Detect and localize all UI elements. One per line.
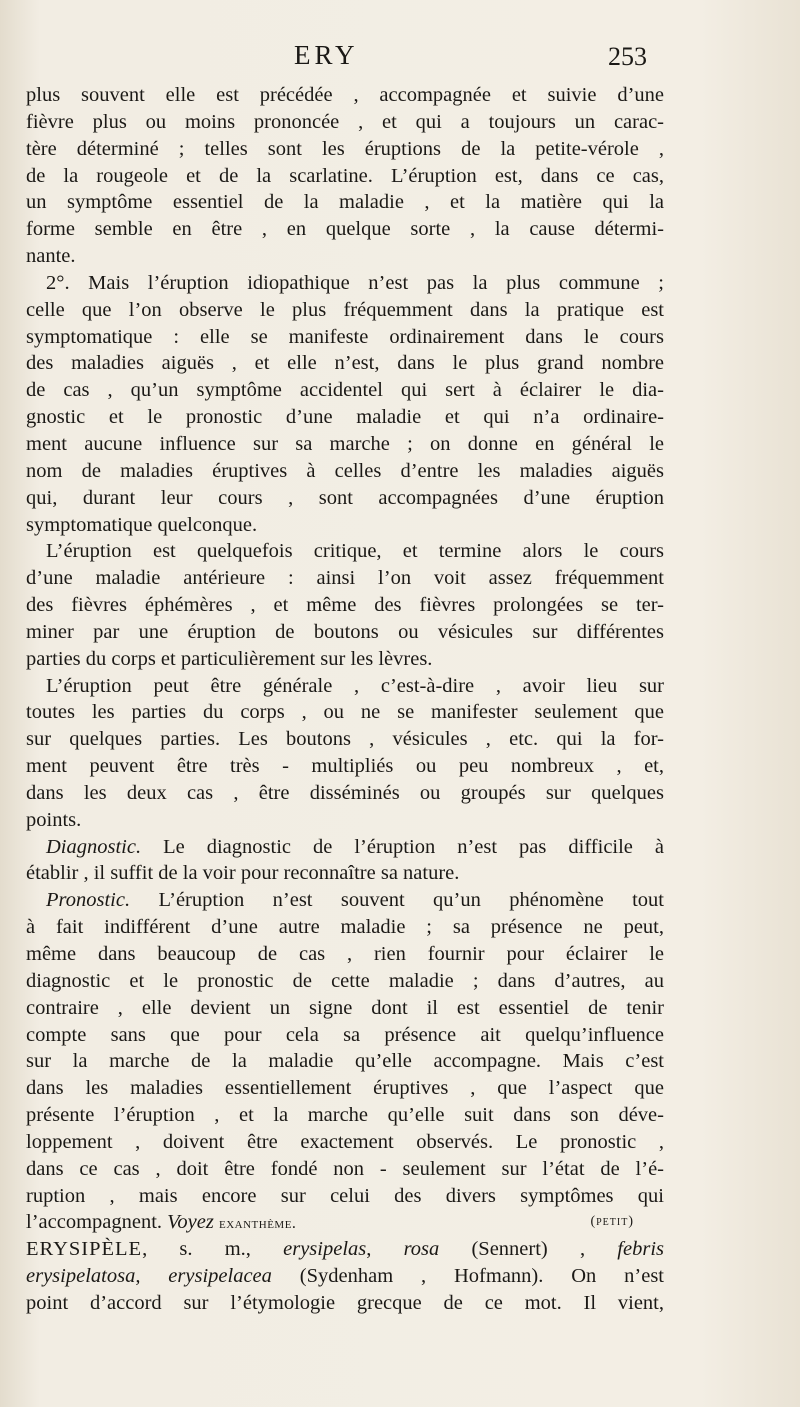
latin-term: erysipelatosa, erysipelacea: [26, 1265, 272, 1288]
text-line: sur quelques parties. Les boutons , vésicules , etc. qui la for-: [26, 728, 664, 751]
text-line: parties du corps et particulièrement sur les lèvres.: [26, 647, 433, 670]
latin-term: febris: [617, 1238, 664, 1261]
author-signature: (petit): [590, 1214, 634, 1230]
text-line: point d’accord sur l’étymologie grecque de ce mot. Il vient,: [26, 1291, 664, 1314]
text-line: ruption , mais encore sur celui des divers symptômes qui: [26, 1184, 664, 1207]
pronostic-label: Pronostic.: [46, 889, 131, 912]
cross-reference: exanthème.: [218, 1215, 297, 1233]
voyez-word: Voyez: [167, 1211, 214, 1234]
entry-line-erysipele: [26, 1236, 664, 1263]
text-line-signature: [26, 1209, 664, 1236]
text-line: des fièvres éphémères , et même des fièvres prolongées se ter-: [26, 594, 664, 617]
text-line: un symptôme essentiel de la maladie , et la matière qui la: [26, 191, 664, 214]
text-line: présente l’éruption , et la marche qu’elle suit dans son déve-: [26, 1104, 664, 1127]
text-line: symptomatique : elle se manifeste ordinairement dans le cours: [26, 325, 664, 348]
entry-headword: ERYSIPÈLE: [26, 1238, 143, 1261]
text-line: de la rougeole et de la scarlatine. L’éruption est, dans ce cas,: [26, 164, 664, 187]
text-line: forme semble en être , en quelque sorte , la cause détermi-: [26, 218, 664, 241]
text-line-pronostic: [26, 887, 664, 914]
text-line: d’une maladie antérieure : ainsi l’on voit assez fréquemment: [26, 567, 664, 590]
text-segment: (Sydenham , Hofmann). On n’est: [271, 1265, 664, 1288]
diagnostic-label: Diagnostic.: [46, 835, 142, 858]
text-line: qui, durant leur cours , sont accompagnées d’une éruption: [26, 486, 664, 509]
text-line: L’éruption est quelquefois critique, et termine alors le cours: [46, 540, 664, 563]
text-line: nante.: [26, 245, 76, 268]
text-line: dans les maladies essentiellement éruptives , que l’aspect que: [26, 1077, 664, 1100]
text-line: sur la marche de la maladie qu’elle accompagne. Mais c’est: [26, 1050, 664, 1073]
text-line: contraire , elle devient un signe dont il est essentiel de tenir: [26, 996, 664, 1019]
text-line: symptomatique quelconque.: [26, 513, 258, 536]
text-line: miner par une éruption de boutons ou vésicules sur différentes: [26, 620, 664, 643]
page-header: [0, 38, 800, 78]
text-line: tère déterminé ; telles sont les éruptions de la petite-vérole ,: [26, 137, 664, 160]
running-head: ERY: [294, 40, 359, 70]
voyez-ref: [26, 1209, 296, 1236]
text-line-diagnostic: [26, 834, 664, 861]
text-line: points.: [26, 808, 82, 831]
text-line: à fait indifférent d’une autre maladie ; sa présence ne peut,: [26, 916, 664, 939]
text-line: L’éruption peut être générale , c’est-à-dire , avoir lieu sur: [46, 674, 664, 697]
text-line: compte sans que pour cela sa présence ait quelqu’influence: [26, 1023, 664, 1046]
text-line: loppement , doivent être exactement observés. Le pronostic ,: [26, 1130, 664, 1153]
text-line: des maladies aiguës , et elle n’est, dans le plus grand nombre: [26, 352, 664, 375]
text-line: établir , il suffit de la voir pour reconnaître sa nature.: [26, 862, 460, 885]
body-text: [26, 82, 664, 1317]
text-line: gnostic et le pronostic d’une maladie et qui n’a ordinaire-: [26, 406, 664, 429]
text-line: toutes les parties du corps , ou ne se manifester seulement que: [26, 701, 664, 724]
text-line: même dans beaucoup de cas , rien fournir pour éclairer le: [26, 943, 664, 965]
latin-term: rosa: [403, 1238, 440, 1261]
text-line: de cas , qu’un symptôme accidentel qui sert à éclairer le dia-: [26, 379, 664, 402]
text-line: 2°. Mais l’éruption idiopathique n’est pas la plus commune ;: [46, 271, 664, 294]
text-line: dans les deux cas , être disséminés ou groupés sur quelques: [26, 781, 664, 804]
text-line: fièvre plus ou moins prononcée , et qui a toujours un carac-: [26, 110, 664, 133]
entry-line-2: [26, 1263, 664, 1290]
text-line: ment aucune influence sur sa marche ; on donne en général le: [26, 432, 664, 455]
text-line: ment peuvent être très - multipliés ou peu nombreux , et,: [26, 755, 664, 778]
text-segment: l’accompagnent.: [26, 1211, 163, 1234]
text-line: celle que l’on observe le plus fréquemment dans la pratique est: [26, 298, 664, 321]
text-segment: (Sennert) ,: [439, 1238, 618, 1261]
text-segment: , s. m.,: [142, 1238, 284, 1261]
page-number: 253: [608, 42, 647, 71]
text-line: nom de maladies éruptives à celles d’entre les maladies aiguës: [26, 459, 664, 482]
text-segment: ,: [366, 1238, 404, 1261]
latin-term: erysipelas: [283, 1238, 367, 1261]
text-line: dans ce cas , doit être fondé non - seulement sur l’état de l’é-: [26, 1157, 664, 1180]
text-line: plus souvent elle est précédée , accompagnée et suivie d’une: [26, 84, 664, 106]
text-segment: Le diagnostic de l’éruption n’est pas difficile à: [163, 835, 665, 858]
text-line: diagnostic et le pronostic de cette maladie ; dans d’autres, au: [26, 969, 664, 992]
text-segment: L’éruption n’est souvent qu’un phénomène tout: [158, 889, 665, 912]
